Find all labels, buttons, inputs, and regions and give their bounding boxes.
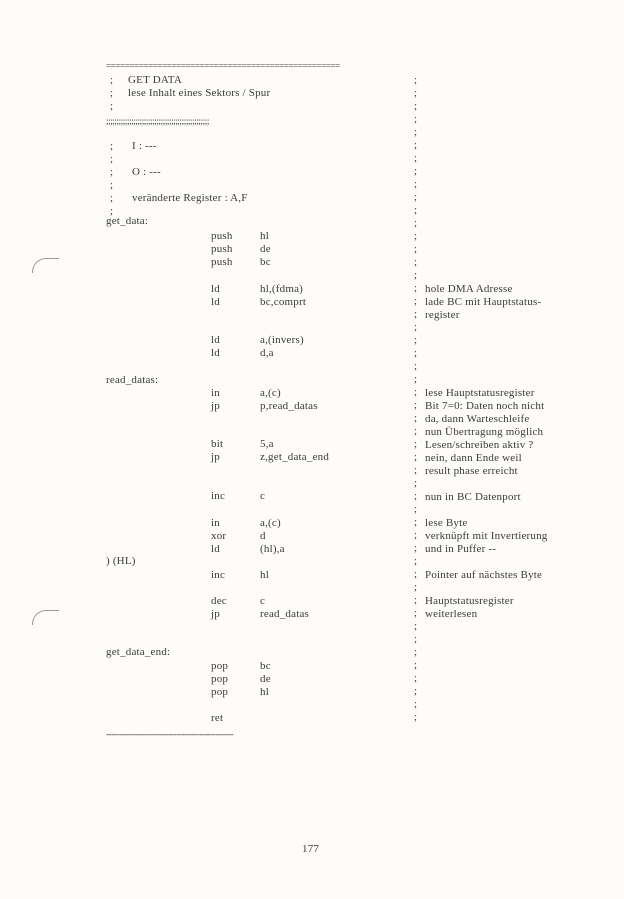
rule-top: ================================================== (106, 61, 340, 71)
code-op: push (211, 256, 233, 268)
comment: Pointer auf nächstes Byte (425, 569, 543, 581)
comment-semicolon: ; (110, 100, 114, 112)
code-arg: z,get_data_end (260, 451, 330, 463)
comment-semicolon: ; (414, 269, 418, 281)
code-op: ld (211, 543, 220, 555)
comment-semicolon: ; (110, 205, 114, 217)
label-hl-stray: ) (HL) (106, 555, 136, 567)
comment-semicolon: ; (414, 139, 418, 151)
comment: nun Übertragung möglich (425, 426, 544, 438)
comment-semicolon: ; (414, 672, 418, 684)
comment: lese Byte (425, 517, 468, 529)
io-registers: veränderte Register : A,F (132, 192, 248, 204)
comment-semicolon: ; (414, 412, 418, 424)
comment-semicolon: ; (414, 87, 418, 99)
comment-semicolon: ; (414, 152, 418, 164)
comment-semicolon: ; (414, 347, 418, 359)
code-op: ret (211, 712, 224, 724)
code-op: inc (211, 490, 226, 502)
code-op: pop (211, 660, 229, 672)
comment-semicolon: ; (414, 633, 418, 645)
comment-semicolon: ; (110, 74, 114, 86)
code-op: inc (211, 569, 226, 581)
code-op: push (211, 243, 233, 255)
comment-semicolon: ; (414, 243, 418, 255)
comment-semicolon: ; (414, 594, 418, 606)
code-op: ld (211, 347, 220, 359)
code-op: jp (211, 608, 220, 620)
label-get-data: get_data: (106, 215, 149, 227)
comment-semicolon: ; (414, 516, 418, 528)
code-arg: d (260, 530, 266, 542)
comment-semicolon: ; (414, 646, 418, 658)
code-arg: a,(c) (260, 387, 281, 399)
code-arg: c (260, 595, 266, 607)
comment: weiterlesen (425, 608, 478, 620)
comment-semicolon: ; (414, 230, 418, 242)
comment-semicolon: ; (414, 620, 418, 632)
code-arg: hl (260, 230, 269, 242)
io-output: O : --- (132, 166, 161, 178)
code-op: pop (211, 673, 229, 685)
code-op: push (211, 230, 233, 242)
code-op: bit (211, 438, 224, 450)
code-arg: hl (260, 569, 269, 581)
page-number: 177 (302, 843, 320, 855)
comment-semicolon: ; (414, 256, 418, 268)
comment-semicolon: ; (414, 607, 418, 619)
comment-semicolon: ; (414, 529, 418, 541)
comment-semicolon: ; (414, 295, 418, 307)
code-op: jp (211, 451, 220, 463)
comment: register (425, 309, 460, 321)
label-read-datas: read_datas: (106, 374, 159, 386)
code-op: in (211, 517, 220, 529)
comment-semicolon: ; (414, 685, 418, 697)
code-arg: hl,(fdma) (260, 283, 304, 295)
code-arg: 5,a (260, 438, 274, 450)
code-arg: bc (260, 256, 271, 268)
comment-semicolon: ; (414, 568, 418, 580)
comment: nun in BC Datenport (425, 491, 521, 503)
rule-dots: ;;;;;;;;;;;;;;;;;;;;;;;;;;;;;;;;;;;;;;;;;;;;;;;;; (106, 116, 209, 126)
code-op: dec (211, 595, 227, 607)
comment-semicolon: ; (414, 542, 418, 554)
comment-semicolon: ; (414, 451, 418, 463)
comment: result phase erreicht (425, 465, 518, 477)
comment-semicolon: ; (414, 334, 418, 346)
code-arg: a,(invers) (260, 334, 304, 346)
io-input: I : --- (132, 140, 157, 152)
comment-semicolon: ; (110, 192, 114, 204)
comment: verknüpft mit Invertierung (425, 530, 548, 542)
code-op: xor (211, 530, 227, 542)
code-arg: a,(c) (260, 517, 281, 529)
code-arg: c (260, 490, 266, 502)
punch-hole-mark-top (32, 258, 59, 273)
comment-semicolon: ; (414, 490, 418, 502)
comment-semicolon: ; (414, 113, 418, 125)
code-arg: (hl),a (260, 543, 285, 555)
code-op: pop (211, 686, 229, 698)
rule-bottom: ------------------------------------------------- (106, 729, 234, 739)
comment-semicolon: ; (414, 165, 418, 177)
comment-semicolon: ; (110, 87, 114, 99)
code-op: jp (211, 400, 220, 412)
comment-semicolon: ; (414, 438, 418, 450)
comment: Lesen/schreiben aktiv ? (425, 439, 534, 451)
comment-semicolon: ; (414, 100, 418, 112)
code-arg: d,a (260, 347, 274, 359)
comment-semicolon: ; (414, 308, 418, 320)
comment-semicolon: ; (414, 74, 418, 86)
comment: lade BC mit Hauptstatus- (425, 296, 542, 308)
comment-semicolon: ; (414, 360, 418, 372)
comment-semicolon: ; (414, 659, 418, 671)
code-arg: de (260, 243, 271, 255)
comment: hole DMA Adresse (425, 283, 513, 295)
comment-semicolon: ; (110, 179, 114, 191)
comment-semicolon: ; (414, 191, 418, 203)
comment: lese Hauptstatusregister (425, 387, 535, 399)
comment-semicolon: ; (414, 698, 418, 710)
comment-semicolon: ; (414, 555, 418, 567)
label-get-data-end: get_data_end: (106, 646, 171, 658)
comment-semicolon: ; (414, 477, 418, 489)
code-arg: bc (260, 660, 271, 672)
comment: da, dann Warteschleife (425, 413, 530, 425)
punch-hole-mark-bottom (32, 610, 59, 625)
code-arg: p,read_datas (260, 400, 318, 412)
code-op: ld (211, 334, 220, 346)
comment-semicolon: ; (414, 178, 418, 190)
comment: nein, dann Ende weil (425, 452, 522, 464)
comment-semicolon: ; (414, 711, 418, 723)
comment-semicolon: ; (414, 282, 418, 294)
comment-semicolon: ; (110, 153, 114, 165)
code-arg: de (260, 673, 271, 685)
comment-semicolon: ; (414, 425, 418, 437)
comment-semicolon: ; (414, 373, 418, 385)
header-subtitle: lese Inhalt eines Sektors / Spur (128, 87, 271, 99)
comment: Hauptstatusregister (425, 595, 514, 607)
comment-semicolon: ; (414, 581, 418, 593)
comment-semicolon: ; (110, 166, 114, 178)
comment-semicolon: ; (414, 204, 418, 216)
code-arg: read_datas (260, 608, 310, 620)
comment: Bit 7=0: Daten noch nicht (425, 400, 545, 412)
comment-semicolon: ; (414, 217, 418, 229)
header-title: GET DATA (128, 74, 182, 86)
code-op: ld (211, 283, 220, 295)
comment-semicolon: ; (414, 386, 418, 398)
code-op: ld (211, 296, 220, 308)
comment-semicolon: ; (414, 464, 418, 476)
comment-semicolon: ; (414, 321, 418, 333)
comment-semicolon: ; (110, 140, 114, 152)
comment-semicolon: ; (414, 126, 418, 138)
comment-semicolon: ; (414, 503, 418, 515)
code-arg: hl (260, 686, 269, 698)
comment: und in Puffer -- (425, 543, 497, 555)
code-op: in (211, 387, 220, 399)
comment-semicolon: ; (414, 399, 418, 411)
code-arg: bc,comprt (260, 296, 307, 308)
